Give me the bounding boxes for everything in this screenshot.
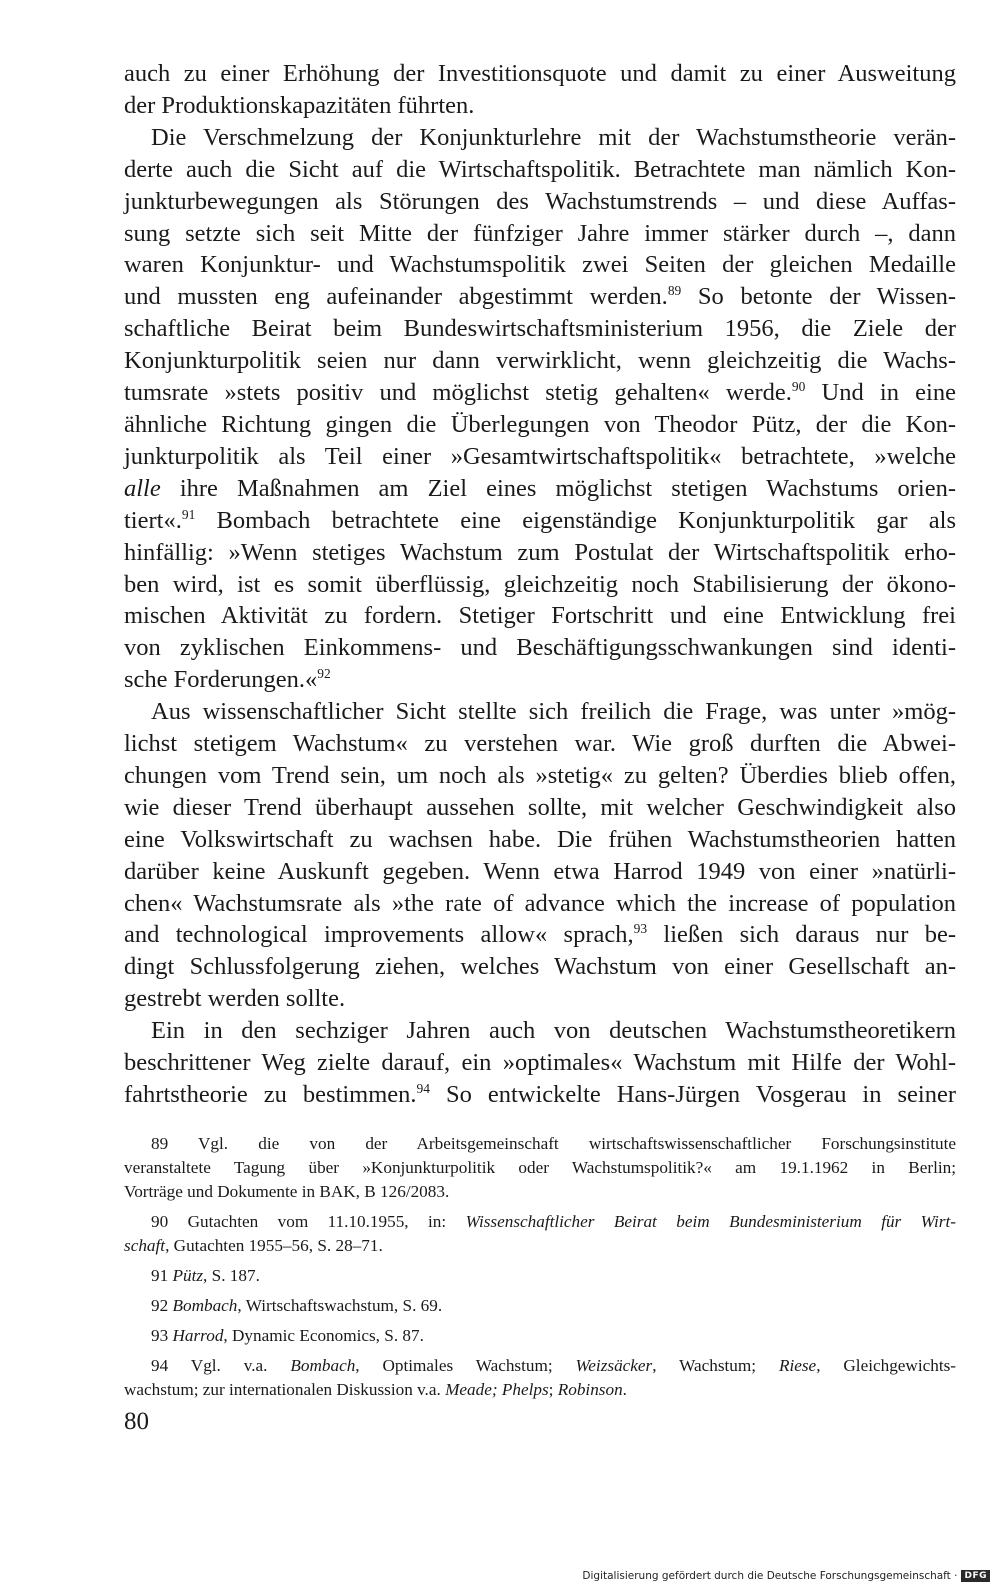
text-line: und mussten eng aufeinander abgestimmt werden.$^{89}$ So betonte der Wissen- [124,283,956,311]
footnote-line: wachstum; zur internationalen Diskussion v.a. Meade; Phelps; Robinson. [124,1380,627,1399]
footnote-line: 93 Harrod, Dynamic Economics, S. 87. [151,1326,424,1345]
footnote-92 [124,1294,956,1318]
paragraph [124,122,956,696]
text-line: beschrittener Weg zielte darauf, ein »optimales« Wachstum mit Hilfe der Wohl- [124,1049,956,1077]
footnote-ref[interactable]: 93 [633,921,648,937]
footnote-90 [124,1210,956,1258]
text-line: Konjunkturpolitik seien nur dann verwirklicht, wenn gleichzeitig die Wachs- [124,347,956,375]
text-line: sche Forderungen.«$^{92}$ [124,666,331,694]
funding-banner [582,1570,990,1582]
text-line: chen« Wachstumsrate als »the rate of advance which the increase of population [124,889,956,917]
text-line: eine Volkswirtschaft zu wachsen habe. Die frühen Wachstumstheorien hatten [124,825,956,853]
footnote-line: 92 Bombach, Wirtschaftswachstum, S. 69. [151,1296,443,1315]
text-line: tiert«.$^{91}$ Bombach betrachtete eine eigenständige Konjunkturpolitik gar als [124,506,956,534]
text-line: ähnliche Richtung gingen die Überlegungen von Theodor Pütz, der die Kon- [124,410,956,438]
footnote-line: veranstaltete Tagung über »Konjunkturpolitik oder Wachstumspolitik?« am 19.1.1962 in Berlin; [124,1158,956,1177]
text-line: schaftliche Beirat beim Bundeswirtschaftsministerium 1956, die Ziele der [124,315,956,343]
footnote-line: 94 Vgl. v.a. Bombach, Optimales Wachstum; Weizsäcker, Wachstum; Riese, Gleichgewichts- [151,1356,957,1375]
footnote-89 [124,1132,956,1204]
footnote-line: Vorträge und Dokumente in BAK, B 126/2083. [124,1182,450,1201]
text-line: ben wird, ist es somit überflüssig, gleichzeitig noch Stabilisierung der ökono- [124,570,956,598]
paragraph [124,696,956,1015]
text-line: darüber keine Auskunft gegeben. Wenn etwa Harrod 1949 von einer »natürli- [124,857,956,885]
footnote-line: 89 Vgl. die von der Arbeitsgemeinschaft wirtschaftswissenschaftlicher Forschungsinstitute [151,1134,956,1153]
paragraph [124,58,956,122]
text-line: Aus wissenschaftlicher Sicht stellte sich freilich die Frage, was unter »mög- [151,698,956,726]
text-line: auch zu einer Erhöhung der Investitionsquote und damit zu einer Ausweitung [124,60,956,87]
text-line: lichst stetigem Wachstum« zu verstehen war. Wie groß durften die Abwei- [124,730,956,758]
footnote-94 [124,1354,956,1402]
dfg-logo-icon: DFG [961,1570,990,1582]
text-line: chungen vom Trend sein, um noch als »stetig« zu gelten? Überdies blieb offen, [124,761,956,789]
footnote-line: 91 Pütz, S. 187. [151,1266,260,1285]
text-line: and technological improvements allow« sprach,$^{93}$ ließen sich daraus nur be- [124,921,956,949]
text-line: mischen Aktivität zu fordern. Stetiger Fortschritt und eine Entwicklung frei [124,602,956,630]
text-line: gestrebt werden sollte. [124,985,346,1013]
text-line: Ein in den sechziger Jahren auch von deutschen Wachstumstheoretikern [151,1017,956,1045]
page-number: 80 [124,1408,149,1435]
footnote-ref[interactable]: 91 [181,506,196,522]
text-line: dingt Schlussfolgerung ziehen, welches Wachstum von einer Gesellschaft an- [124,953,956,981]
footnote-ref[interactable]: 94 [416,1080,431,1096]
text-line: tumsrate »stets positiv und möglichst stetig gehalten« werde.$^{90}$ Und in eine [124,378,956,407]
text-line: alle ihre Maßnahmen am Ziel eines möglichst stetigen Wachstums orien- [124,474,957,502]
footnote-line: 90 Gutachten vom 11.10.1955, in: Wissenschaftlicher Beirat beim Bundesministerium für Wirt- [151,1212,956,1231]
footnote-ref[interactable]: 90 [791,378,806,394]
text-line: junkturpolitik als Teil einer »Gesamtwirtschaftspolitik« betrachtete, »welche [124,442,956,470]
text-line: Die Verschmelzung der Konjunkturlehre mit der Wachstumstheorie verän- [151,123,956,151]
text-line: fahrtstheorie zu bestimmen.$^{94}$ So entwickelte Hans-Jürgen Vosgerau in seiner [124,1080,956,1108]
text-line: von zyklischen Einkommens- und Beschäftigungsschwankungen sind identi- [124,634,956,662]
paragraph [124,1015,956,1111]
funding-text: Digitalisierung gefördert durch die Deutsche Forschungsgemeinschaft · [582,1570,958,1582]
footnote-91 [124,1264,956,1288]
footnote-ref[interactable]: 92 [317,666,331,682]
footnotes [124,1132,956,1408]
text-line: wie dieser Trend überhaupt aussehen sollte, mit welcher Geschwindigkeit also [124,793,956,821]
text-line: sung setzte sich seit Mitte der fünfziger Jahre immer stärker durch –, dann [124,219,956,247]
footnote-line: schaft, Gutachten 1955–56, S. 28–71. [124,1236,383,1255]
text-line: hinfällig: »Wenn stetiges Wachstum zum Postulat der Wirtschaftspolitik erho- [124,538,956,566]
footnote-ref[interactable]: 89 [667,283,682,299]
main-text [124,58,956,1111]
text-line: junkturbewegungen als Störungen des Wachstumstrends – und diese Auffas- [124,187,956,215]
text-line: der Produktionskapazitäten führten. [124,91,475,119]
footnote-93 [124,1324,956,1348]
text-line: waren Konjunktur- und Wachstumspolitik zwei Seiten der gleichen Medaille [124,251,956,279]
text-line: derte auch die Sicht auf die Wirtschaftspolitik. Betrachtete man nämlich Kon- [124,155,956,183]
